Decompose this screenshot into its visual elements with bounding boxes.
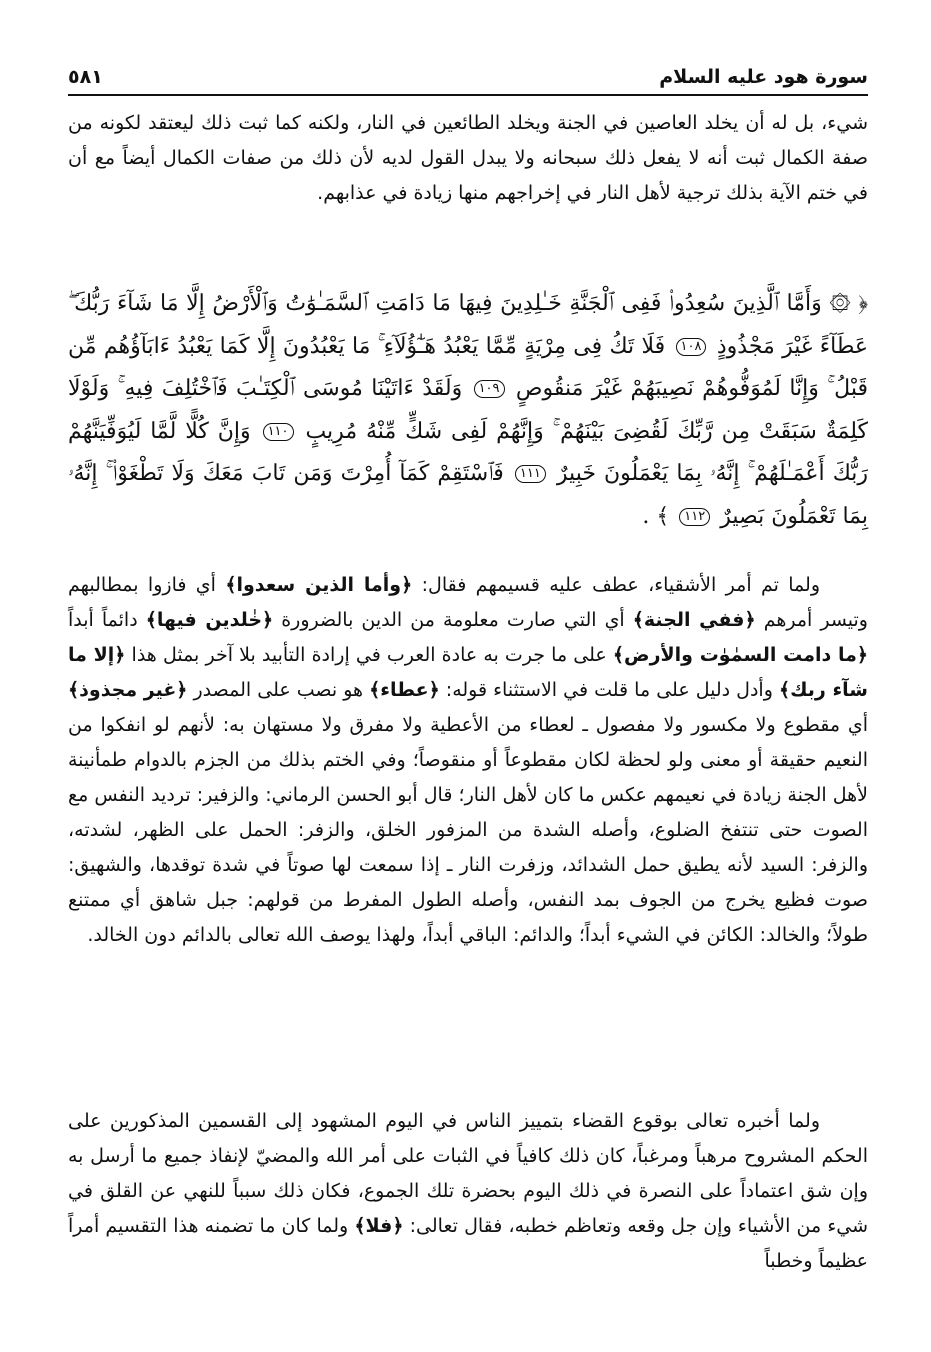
hizb-star-icon: ۞ xyxy=(829,291,851,316)
paragraph-1-text: شيء، بل له أن يخلد العاصين في الجنة ويخلد الطائعين في النار، ولكنه كما ثبت ذلك ليعتقد لكونه من صفة الكمال ثبت أنه لا يفعل ذلك سبحانه ولا يبدل القول لديه لأن ذلك من صفات الكمال أيضاً مع أن في ختم الآية بذلك ترجية لأهل النار في إخراجهم منها زيادة في عذابهم. xyxy=(68,112,868,204)
quote-ma-damat: ﴿ما دامت السمٰوٰت والأرض﴾ xyxy=(612,644,869,666)
verse-111-number: ١١١ xyxy=(515,465,546,483)
verse-112-number: ١١٢ xyxy=(679,508,710,526)
verse-111-text: وَإِنَّ كُلًّا لَّمَّا لَيُوَفِّيَنَّهُمْ رَبُّكَ أَعْمَـٰلَهُمْ ۚ إِنَّهُۥ بِمَا يَعْمَلُونَ خَبِيرٌ xyxy=(68,418,869,486)
verse-open-bracket: ﴿ xyxy=(858,291,869,316)
paragraph-2 xyxy=(68,568,868,953)
paragraph-3 xyxy=(68,1104,868,1279)
verse-109-text: فَلَا تَكُ فِى مِرْيَةٍ مِّمَّا يَعْبُدُ هَـٰٓؤُلَآءِ ۚ مَا يَعْبُدُونَ إِلَّا كَمَا يَعْبُدُ ءَابَآؤُهُم مِّن قَبْلُ ۚ وَإِنَّا لَمُوَفُّوهُمْ نَصِيبَهُمْ غَيْرَ مَنقُوصٍ xyxy=(68,333,868,401)
verse-108-text: وَأَمَّا ٱلَّذِينَ سُعِدُوا۟ فَفِى ٱلْجَنَّةِ خَـٰلِدِينَ فِيهَا مَا دَامَتِ ٱلسَّمَـٰوَٰتُ وَٱلْأَرْضُ إِلَّا مَا شَآءَ رَبُّكَ ۖ عَطَآءً غَيْرَ مَجْذُوذٍ xyxy=(68,291,868,359)
paragraph-3-text-1: ولما أخبره تعالى بوقوع القضاء بتمييز الناس في اليوم المشهود إلى القسمين المذكورين على الحكم المشروح مرهباً ومرغباً، كان ذلك كافياً في الثبات على أمر الله والمضيّ لإنفاذ جميع ما أرسل به وإن شق اعتماداً على النصرة في ذلك اليوم بحضرة تلك الجموع، فكان ذلك سبباً للنهي عن القلق في شيء من الأشياء وإن جل وقعه وتعاظم خطبه، فقال تعالى: xyxy=(68,1110,869,1237)
paragraph-2-text-7: هو نصب على المصدر xyxy=(187,679,370,701)
surah-title: سورة هود عليه السلام xyxy=(659,66,868,88)
paragraph-1 xyxy=(68,106,868,211)
page-number: ٥٨١ xyxy=(68,66,103,88)
verse-109-number: ١٠٩ xyxy=(474,380,505,398)
paragraph-2-text-2: أي فازوا بمطالبهم وتيسر أمرهم xyxy=(68,574,868,631)
header-rule xyxy=(68,94,868,96)
paragraph-2-text-6: وأدل دليل على ما قلت في الاستثناء قوله: xyxy=(439,679,779,701)
verse-close-bracket: ﴾ . xyxy=(642,503,670,529)
quote-fafi-aljanna: ﴿ففي الجنة﴾ xyxy=(632,609,756,631)
quote-ghayra-majdhudh: ﴿غير مجذوذ﴾ xyxy=(68,679,188,701)
page-header xyxy=(68,62,868,96)
paragraph-2-text-4: دائماً أبداً xyxy=(68,609,146,631)
verse-110-number: ١١٠ xyxy=(263,423,294,441)
paragraph-2-text-5: على ما جرت به عادة العرب في إرادة التأبيد بلا آخر بمثل هذا xyxy=(125,644,613,666)
verse-108-number: ١٠٨ xyxy=(676,338,707,356)
paragraph-2-text-8: أي مقطوع ولا مكسور ولا مفصول ـ لعطاء من الأعطية ولا مفرق ولا مستهان به: لأنهم لو انفكوا من النعيم حقيقة أو معنى ولو لحظة لكان مقطوعاً أو منقوصاً؛ وفي الختم بذلك من الجزم بالدوام طمأنينة لأهل الجنة زيادة في نعيمهم عكس ما كان لأهل النار؛ قال أبو الحسن الرماني: والزفير: ترديد النفس مع الصوت حتى تنتفخ الضلوع، وأصله الشدة من المزفور الخلق، والزفر: الحمل على الظهر، لشدته، والزفر: السيد لأنه يطيق حمل الشدائد، وزفرت النار ـ إذا سمعت لها صوتاً في شدة توقدها، والشهيق: صوت فظيع يخرج من الجوف بمد النفس، وأصله الطول المفرط من قولهم: جبل شاهق أي ممتنع طولاً؛ والخالد: الكائن في الشيء أبداً؛ والدائم: الباقي أبداً، ولهذا يوصف الله تعالى بالدائم دون الخالد. xyxy=(68,714,868,946)
quote-fala: ﴿فلا﴾ xyxy=(354,1215,404,1237)
quote-ataa: ﴿عطاء﴾ xyxy=(369,679,440,701)
quote-illa-ma-shaa: ﴿إلا ما شآء ربك﴾ xyxy=(68,644,868,701)
paragraph-2-text-1: ولما تم أمر الأشقياء، عطف عليه قسيمهم فقال: xyxy=(412,574,821,596)
paragraph-2-text-3: أي التي صارت معلومة من الدين بالضرورة xyxy=(273,609,633,631)
quote-khalidina: ﴿خٰلدين فيها﴾ xyxy=(145,609,274,631)
quote-wa-amma: ﴿وأما الذين سعدوا﴾ xyxy=(225,574,413,596)
verse-110-text: وَلَقَدْ ءَاتَيْنَا مُوسَى ٱلْكِتَـٰبَ فَٱخْتُلِفَ فِيهِ ۚ وَلَوْلَا كَلِمَةٌ سَبَقَتْ مِن رَّبِّكَ لَقُضِىَ بَيْنَهُمْ ۚ وَإِنَّهُمْ لَفِى شَكٍّ مِّنْهُ مُرِيبٍ xyxy=(68,376,868,444)
quran-verses-block xyxy=(68,283,868,538)
verse-112-text: فَٱسْتَقِمْ كَمَآ أُمِرْتَ وَمَن تَابَ مَعَكَ وَلَا تَطْغَوْا۟ ۚ إِنَّهُۥ بِمَا تَعْمَلُونَ بَصِيرٌ xyxy=(68,461,868,529)
paragraph-3-text-2: ولما كان ما تضمنه هذا التقسيم أمراً عظيماً وخطباً xyxy=(68,1215,868,1272)
